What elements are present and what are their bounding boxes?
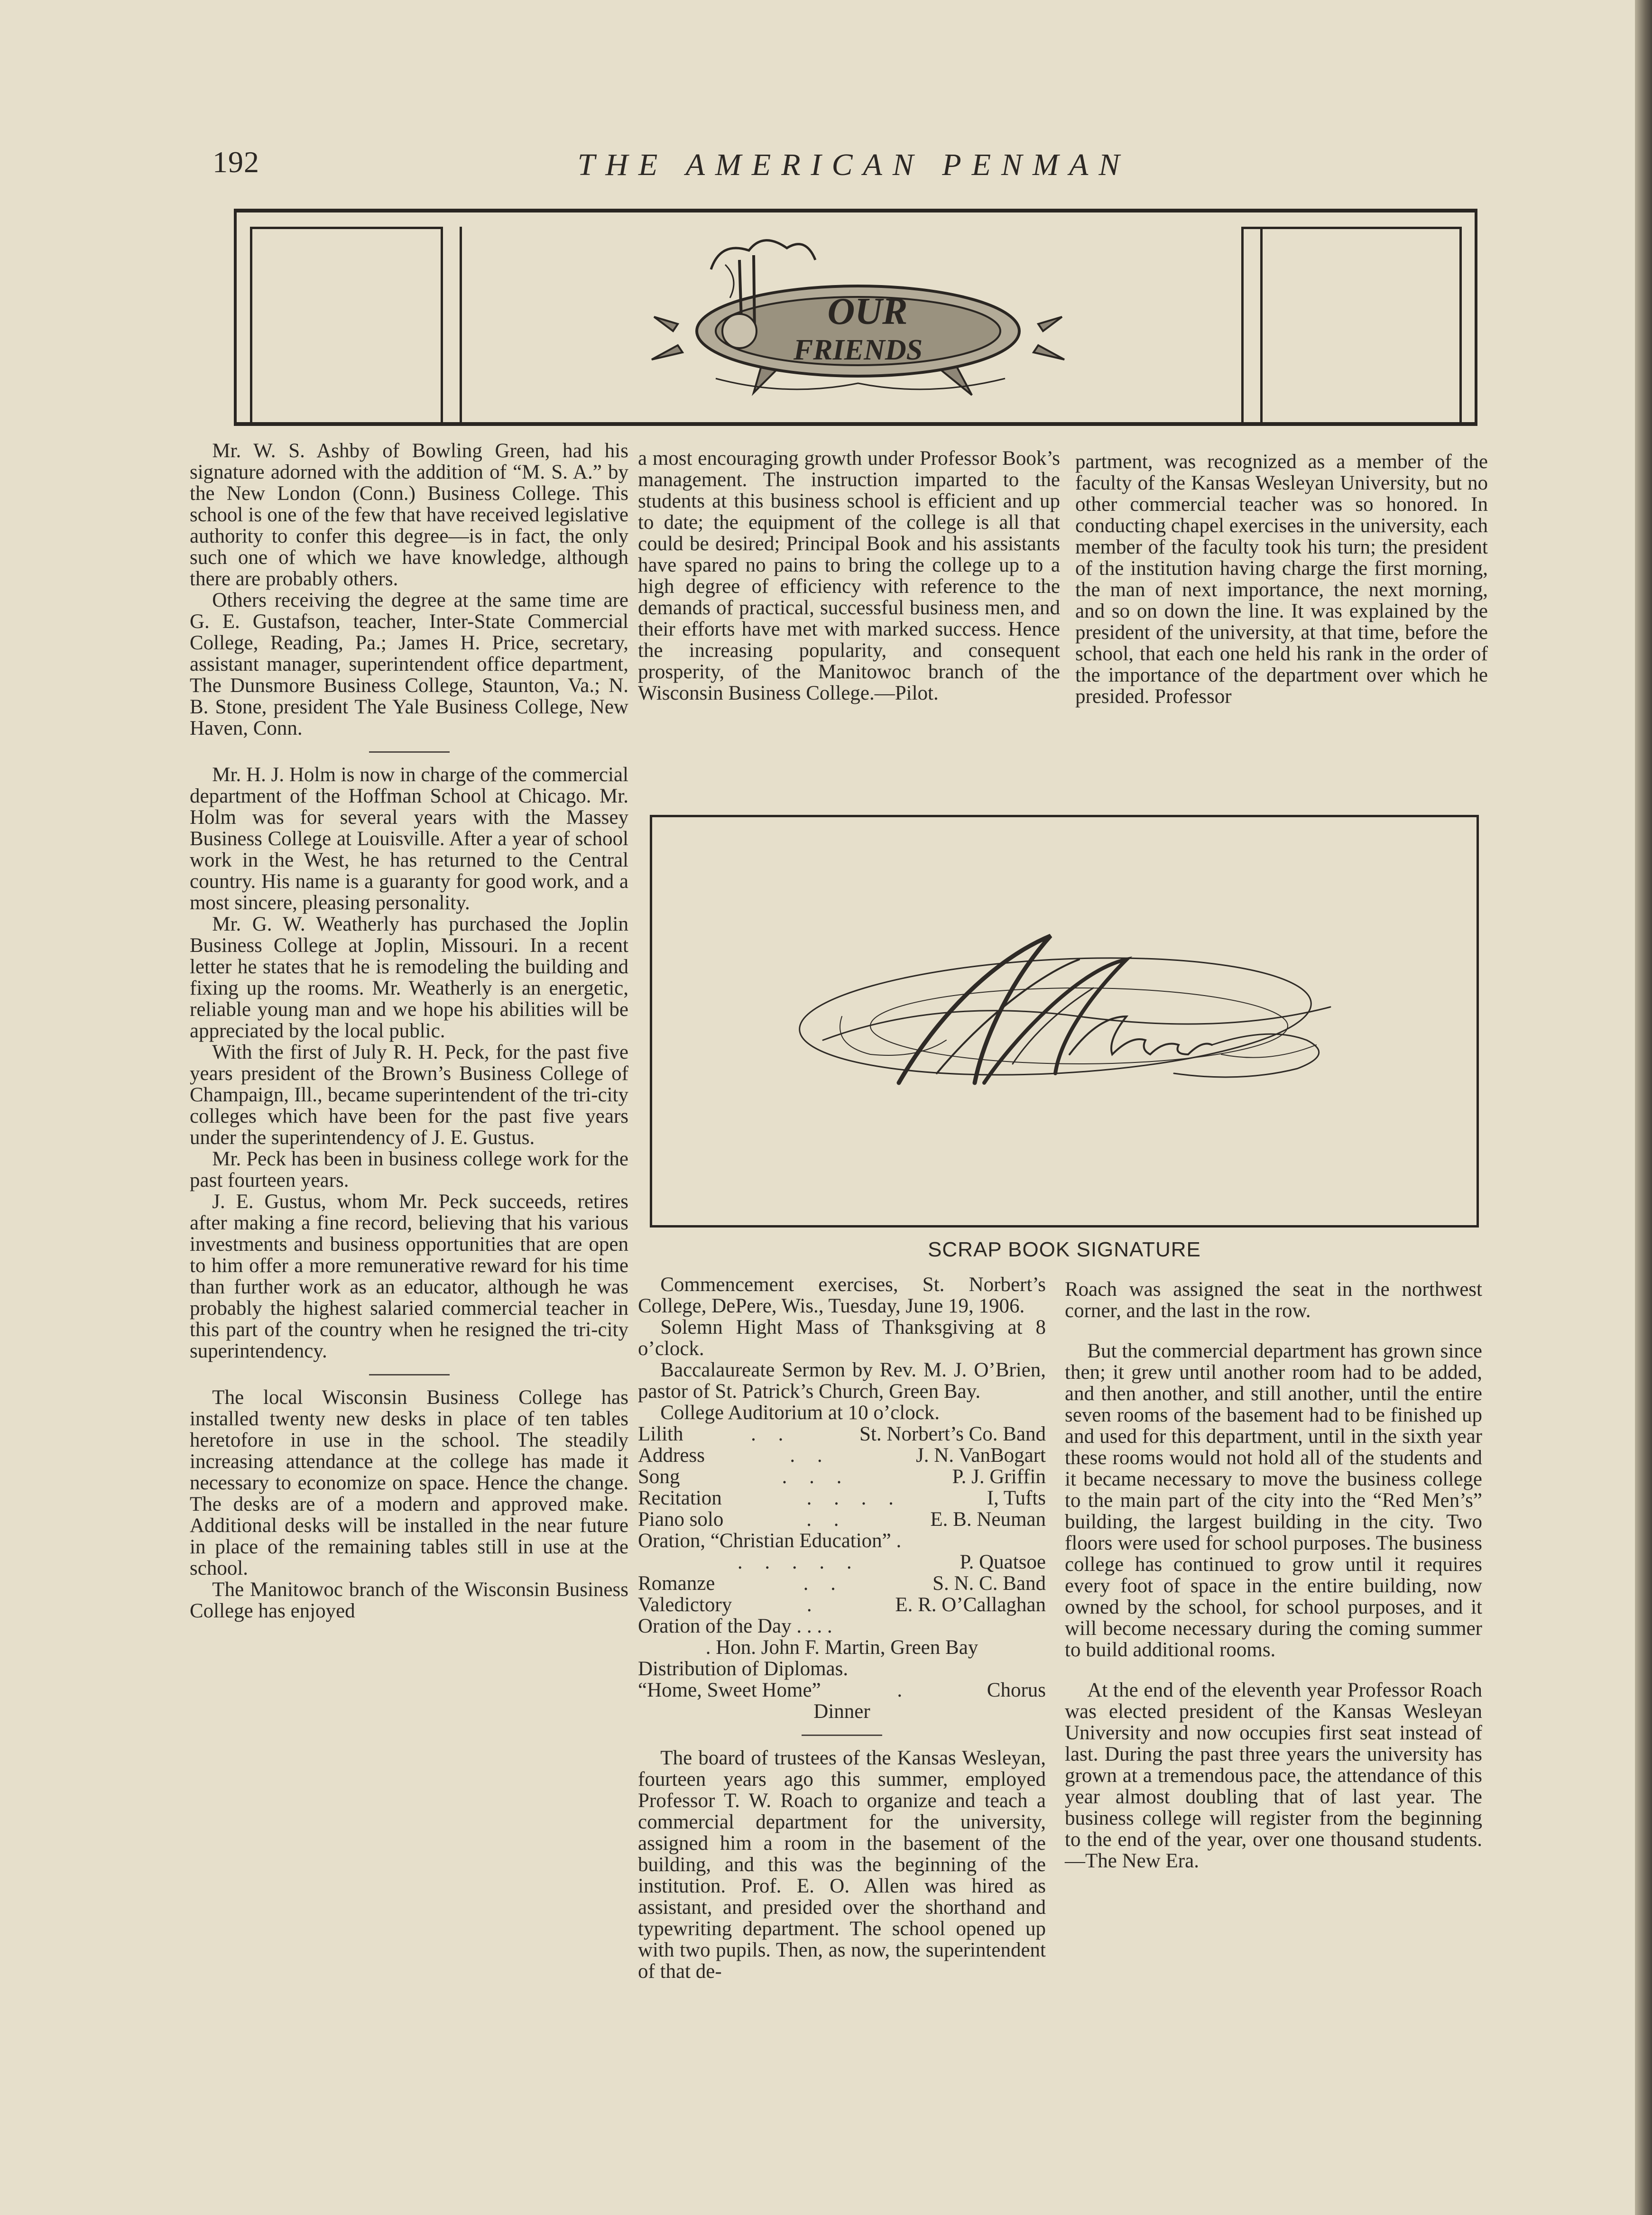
banner-rule	[1241, 227, 1462, 229]
department-growth-paragraph: But the commercial department has grown since then; it grew until another room had to be added, and then another, and still another, until the entire seven rooms of the basement had to be finished up and used for this department, until in the sixth year these rooms would not hold all of the students and it became necessary to move the business college to the main part of the city into the “Red Men’s” building, the largest building in the city. Two floors were used for school purposes. The business college has continued to grow until it requires every foot of space in the entire building, now owned by the school, for school purposes, and it will become necessary during the coming summer to build additional rooms.	[1065, 1340, 1482, 1661]
signature-flourish	[652, 817, 1477, 1225]
running-head: THE AMERICAN PENMAN	[577, 148, 1130, 182]
program-oration: Oration, “Christian Education” .	[638, 1530, 902, 1552]
program-row: . . . . . P. Quatsoe	[737, 1551, 1046, 1573]
section-rule	[369, 751, 450, 753]
banner-rule	[460, 227, 462, 422]
weatherly-paragraph: Mr. G. W. Weatherly has purchased the Joplin Business College at Joplin, Missouri. In a recent letter he states that he is remodeling the building and fixing up the rooms. Mr. Weatherly is an energetic, reliable young man and we hope his abilities will be appreciated by the local public.	[190, 913, 628, 1042]
holm-paragraph: Mr. H. J. Holm is now in charge of the commercial department of the Hoffman School at Chicago. Mr. Holm was for several years with the Massey Business College at Louisville. After a year of school work in the West, he has returned to the Central country. His name is a guaranty for good work, and a most sincere, pleasing personality.	[190, 764, 628, 914]
program-row: Lilith . . St. Norbert’s Co. Band	[638, 1423, 1046, 1445]
column-2	[638, 448, 1060, 704]
program-oration-of-day: Oration of the Day . . . .	[638, 1615, 832, 1637]
our-friends-banner	[234, 209, 1477, 426]
page-number: 192	[212, 145, 259, 179]
ashby-paragraph: Mr. W. S. Ashby of Bowling Green, had his signature adorned with the addition of “M. S. A.” by the New London (Conn.) Business College. This school is one of the few that have received legislative authority to confer this degree—is in fact, the only such one of which we have knowledge, although there are probably others.	[190, 440, 628, 590]
manitowoc-continued-paragraph: a most encouraging growth under Professor Book’s management. The instruction imparted to the students at this business school is efficient and up to date; the equipment of the college is all that could be desired; Principal Book and his assistants have spared no pains to bring the college up to a high degree of efficiency with reference to the demands of practical, successful business men, and their efforts have met with marked success. Hence the increasing popularity, and consequent prosperity, of the Manitowoc branch of the Wisconsin Business College.—Pilot.	[638, 447, 1060, 704]
banner-rule	[1459, 227, 1462, 422]
program-dinner: Dinner	[813, 1700, 870, 1723]
banner-rule	[250, 227, 442, 229]
emblem-text-friends: FRIENDS	[793, 334, 923, 366]
peck-paragraph: With the first of July R. H. Peck, for the past five years president of the Brown’s Business College of Champaign, Ill., became superintendent of the tri-city colleges which have been for the past five years under the superintendency of J. E. Gustus.	[190, 1041, 628, 1149]
manitowoc-paragraph: The Manitowoc branch of the Wisconsin Business College has enjoyed	[190, 1578, 628, 1622]
banner-rule	[1241, 227, 1244, 422]
degree-paragraph: Others receiving the degree at the same time are G. E. Gustafson, teacher, Inter-State Commercial College, Reading, Pa.; James H. Price, secretary, assistant manager, superintendent office department, The Dunsmore Business College, Staunton, Va.; N. B. Stone, president The Yale Business College, New Haven, Conn.	[190, 589, 628, 739]
column-3	[1075, 451, 1488, 707]
program-row: Song . . . P. J. Griffin	[638, 1466, 1046, 1488]
emblem-text-our: OUR	[827, 291, 908, 332]
kansas-wesleyan-paragraph: The board of trustees of the Kansas Wesleyan, fourteen years ago this summer, employed Professor T. W. Roach to organize and teach a commercial department for the university, assigned him a room in the basement of the building, and this was the beginning of the institution. Prof. E. O. Allen was hired as assistant, and presided over the shorthand and typewriting department. The school opened up with two pupils. Then, as now, the superintendent of that de-	[638, 1747, 1046, 1983]
scrap-book-signature-box	[650, 815, 1479, 1227]
column-1	[190, 440, 628, 1622]
section-rule	[802, 1735, 882, 1736]
sermon-paragraph: Baccalaureate Sermon by Rev. M. J. O’Brien, pastor of St. Patrick’s Church, Green Bay.	[638, 1359, 1046, 1403]
banner-rule	[1260, 227, 1263, 422]
section-rule	[369, 1374, 450, 1375]
program-row: Address . . J. N. VanBogart	[638, 1444, 1046, 1467]
program-row: “Home, Sweet Home” . Chorus	[638, 1679, 1046, 1701]
mass-paragraph: Solemn Hight Mass of Thanksgiving at 8 o’clock.	[638, 1316, 1046, 1360]
auditorium-paragraph: College Auditorium at 10 o’clock.	[660, 1402, 940, 1424]
banner-rule	[250, 227, 252, 422]
wisconsin-desks-paragraph: The local Wisconsin Business College has installed twenty new desks in place of ten tables heretofore in use in the school. The steadily increasing attendance at the college has made it necessary to economize on space. Hence the change. The desks are of a modern and approved make. Additional desks will be installed in the near future in place of the remaining tables still in use at the school.	[190, 1386, 628, 1579]
program-row: Romanze . . S. N. C. Band	[638, 1572, 1046, 1595]
column-5	[1065, 1279, 1482, 1872]
program-martin: . Hon. John F. Martin, Green Bay	[705, 1636, 978, 1659]
column-4	[638, 1274, 1046, 1982]
roach-president-paragraph: At the end of the eleventh year Professor Roach was elected president of the Kansas Wesleyan University and now occupies first seat instead of last. During the past three years the university has grown at a tremendous pace, the attendance of this year almost doubling that of last year. The business college will register from the beginning to the end of the year, over one thousand students.—The New Era.	[1065, 1679, 1482, 1872]
signature-caption: SCRAP BOOK SIGNATURE	[928, 1238, 1201, 1261]
program-row: Valedictory . E. R. O’Callaghan	[638, 1594, 1046, 1616]
program-row: Recitation . . . . I, Tufts	[638, 1487, 1046, 1509]
scan-page-edge	[1635, 0, 1652, 2215]
roach-seat-paragraph: Roach was assigned the seat in the northwest corner, and the last in the row.	[1065, 1278, 1482, 1322]
kansas-continued-paragraph: partment, was recognized as a member of the faculty of the Kansas Wesleyan University, but no other commercial teacher was so honored. In conducting chapel exercises in the university, each member of the faculty took his turn; the president of the institution having charge the first morning, the man of next importance, the next morning, and so on down the line. It was explained by the president of the university, at that time, before the school, that each one held his rank in the order of the importance of the department over which he presided. Professor	[1075, 451, 1488, 708]
program-diplomas: Distribution of Diplomas.	[638, 1658, 849, 1680]
our-friends-emblem	[645, 222, 1071, 412]
program-row: Piano solo . . E. B. Neuman	[638, 1508, 1046, 1531]
peck-experience-paragraph: Mr. Peck has been in business college work for the past fourteen years.	[190, 1148, 628, 1191]
gustus-paragraph: J. E. Gustus, whom Mr. Peck succeeds, retires after making a fine record, believing that his various investments and business opportunities that are open to him offer a more remunerative reward for his time than further work as an educator, although he was probably the highest salaried commercial teacher in this part of the country when he resigned the tri-city superintendency.	[190, 1191, 628, 1362]
commencement-paragraph: Commencement exercises, St. Norbert’s College, DePere, Wis., Tuesday, June 19, 1906.	[638, 1274, 1046, 1317]
banner-rule	[441, 227, 443, 422]
